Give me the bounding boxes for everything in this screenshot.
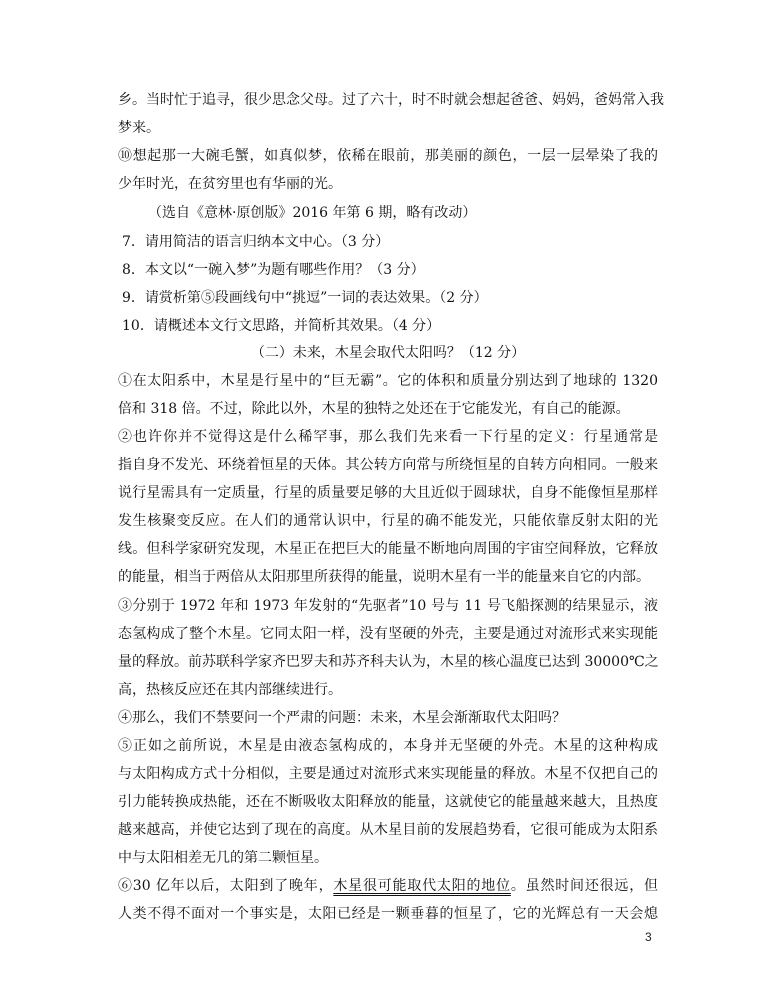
question-7: 7．请用简洁的语言归纳本文中心。（3 分） <box>122 234 390 250</box>
question-9: 9．请赏析第⑤段画线句中“挑逗”一词的表达效果。（2 分） <box>122 290 488 306</box>
source-citation: （选自《意林·原创版》2016 年第 6 期，略有改动） <box>148 205 477 221</box>
text-line: 中与太阳相差无几的第二颗恒星。 <box>118 850 328 866</box>
text-line: ④那么，我们不禁要问一个严肃的问题：未来，木星会渐渐取代太阳吗？ <box>118 710 566 726</box>
question-8: 8．本文以“一碗入梦”为题有哪些作用？（3 分） <box>122 262 425 278</box>
text-line: 少年时光，在贫穷里也有华丽的光。 <box>118 176 342 192</box>
text-line: 乡。当时忙于追寻，很少思念父母。过了六十，时不时就会想起爸爸、妈妈，爸妈常入我 <box>118 92 664 108</box>
underlined-sentence: 木星很可能取代太阳的地位 <box>333 878 511 894</box>
text-line: 越来越高，并使它达到了现在的高度。从木星目前的发展趋势看，它很可能成为太阳系 <box>118 822 658 838</box>
text-line: ⑩想起那一大碗毛蟹，如真似梦，依稀在眼前，那美丽的颜色，一层一层晕染了我的 <box>118 148 658 164</box>
text-line: 倍和 318 倍。不过，除此以外，木星的独特之处还在于它能发光，有自己的能源。 <box>118 401 630 417</box>
question-10: 10．请概述本文行文思路，并简析其效果。（4 分） <box>122 318 441 334</box>
text-line: 的能量，相当于两倍从太阳那里所获得的能量，说明木星有一半的能量来自它的内部。 <box>118 569 650 585</box>
text-line: 与太阳构成方式十分相似，主要是通过对流形式来实现能量的释放。木星不仅把自己的 <box>118 766 658 782</box>
text-line: 态氢构成了整个木星。它同太阳一样，没有坚硬的外壳，主要是通过对流形式来实现能 <box>118 626 658 642</box>
text-line: 线。但科学家研究发现，木星正在把巨大的能量不断地向周围的宇宙空间释放，它释放 <box>118 541 658 557</box>
text-line: ③分别于 1972 年和 1973 年发射的“先驱者”10 号与 11 号飞船探测的结果显示，液 <box>118 598 658 614</box>
text-line: 引力能转换成热能，还在不断吸收太阳释放的能量，这就使它的能量越来越大，且热度 <box>118 794 658 810</box>
text-line: 人类不得不面对一个事实是，太阳已经是一颗垂暮的恒星了，它的光辉总有一天会熄 <box>118 906 658 922</box>
text-line: 说行星需具有一定质量，行星的质量要足够的大且近似于圆球状，自身不能像恒星那样 <box>118 485 658 501</box>
line-segment: 。虽然时间还很远，但 <box>510 878 659 894</box>
page-number: 3 <box>645 930 652 944</box>
text-line: ⑤正如之前所说，木星是由液态氢构成的，本身并无坚硬的外壳。木星的这种构成 <box>118 738 658 754</box>
text-line-with-underline <box>118 876 658 896</box>
text-line: ②也许你并不觉得这是什么稀罕事，那么我们先来看一下行星的定义：行星通常是 <box>118 429 658 445</box>
text-line: 高，热核反应还在其内部继续进行。 <box>118 682 342 698</box>
text-line: ①在太阳系中，木星是行星中的“巨无霸”。它的体积和质量分别达到了地球的 1320 <box>118 373 658 389</box>
text-line: 发生核聚变反应。在人们的通常认识中，行星的确不能发光，只能依靠反射太阳的光 <box>118 513 658 529</box>
section-heading: （二）未来，木星会取代太阳吗？（12 分） <box>250 345 526 361</box>
text-line: 量的释放。前苏联科学家齐巴罗夫和苏齐科夫认为，木星的核心温度已达到 30000℃之 <box>118 654 659 670</box>
text-line: 指自身不发光、环绕着恒星的天体。其公转方向常与所绕恒星的自转方向相同。一般来 <box>118 457 658 473</box>
text-line: 梦来。 <box>118 120 160 136</box>
line-segment: ⑥30 亿年以后，太阳到了晚年， <box>118 878 334 894</box>
